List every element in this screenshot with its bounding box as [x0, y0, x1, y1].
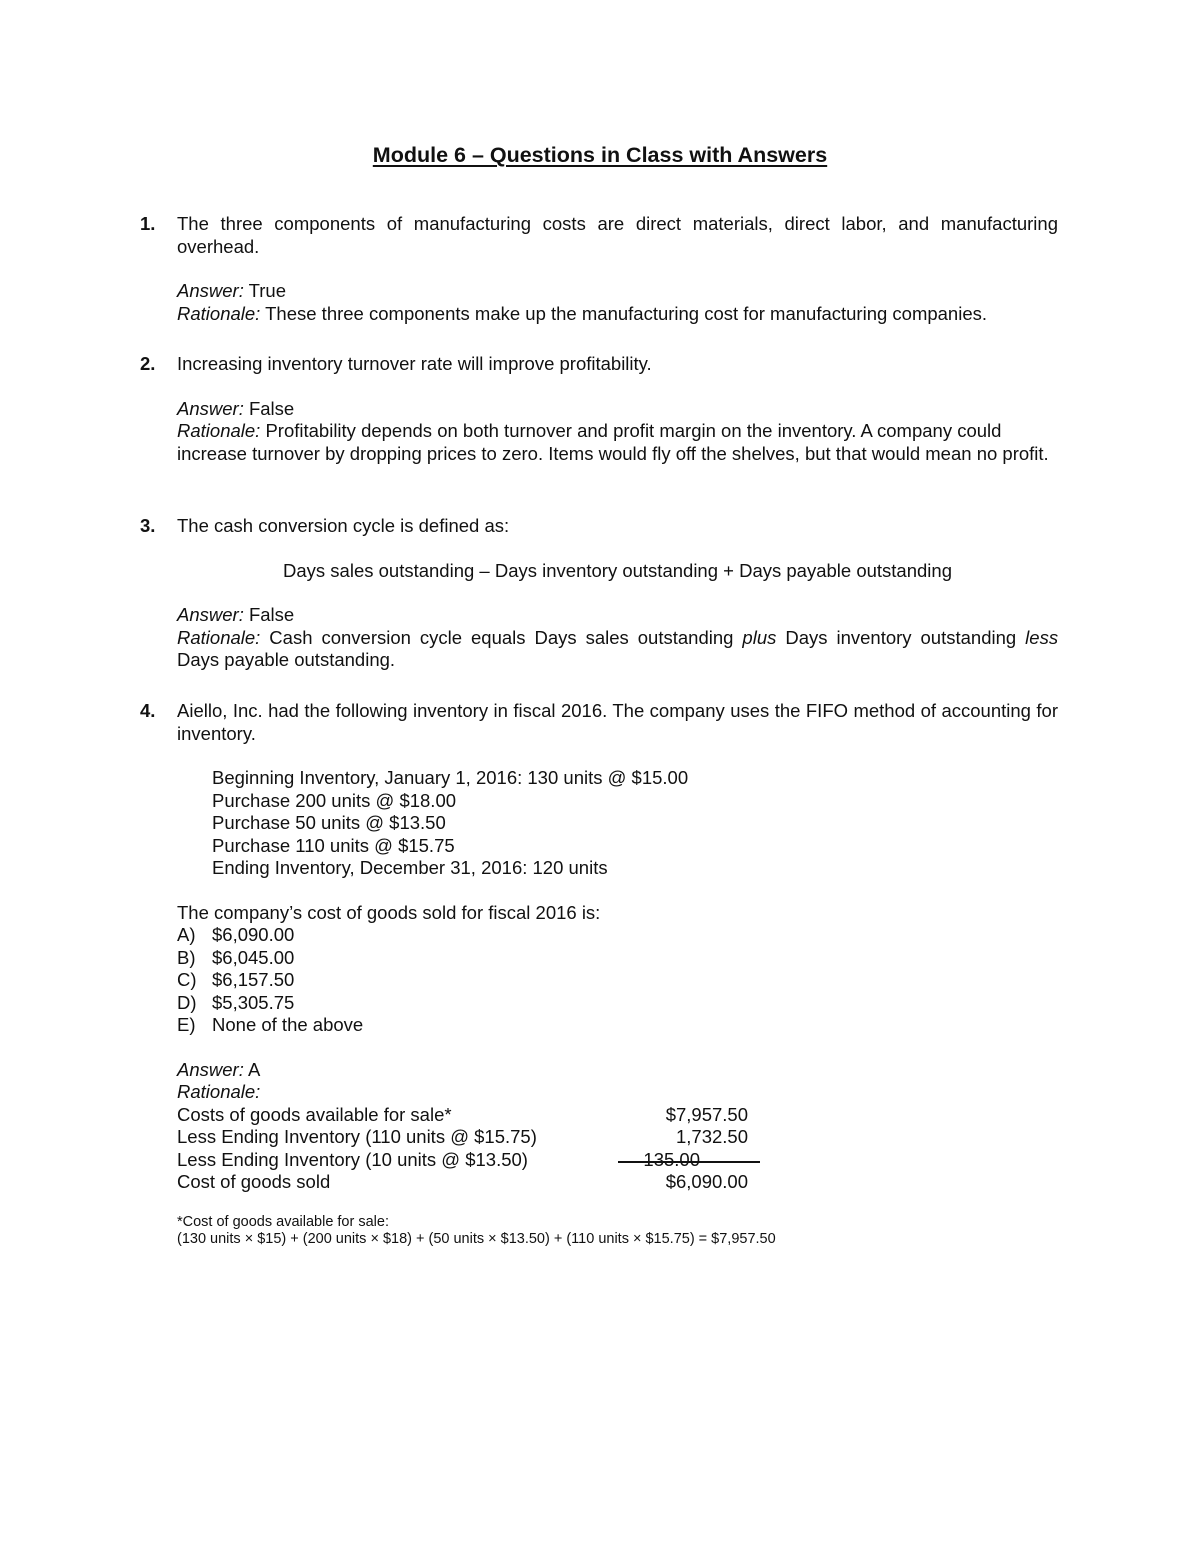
answer-label: Answer:: [177, 397, 244, 419]
rationale-line: [177, 627, 1058, 672]
rationale-text: Days payable outstanding.: [177, 649, 396, 670]
answer-label: Answer:: [177, 604, 244, 625]
calc-label: Less Ending Inventory (110 units @ $15.75): [177, 1126, 537, 1147]
inventory-line: Purchase 110 units @ $15.75: [212, 834, 455, 856]
inventory-line: Purchase 50 units @ $13.50: [212, 812, 446, 833]
question-text: Increasing inventory turnover rate will improve profitability.: [177, 353, 652, 374]
option-text: $6,045.00: [212, 946, 295, 968]
inventory-line: Ending Inventory, December 31, 2016: 120 units: [212, 857, 608, 878]
answer-label: Answer:: [177, 280, 244, 301]
question-number: 1.: [140, 213, 156, 234]
answer-value: A: [247, 1058, 261, 1080]
option-e: [177, 1014, 1058, 1037]
calc-label: Less Ending Inventory (10 units @ $13.50): [177, 1148, 528, 1170]
rationale-line: [177, 1081, 1058, 1104]
question-number: 4.: [140, 700, 156, 721]
question-2: [140, 353, 1058, 465]
question-text: The cash conversion cycle is defined as:: [177, 515, 510, 536]
rationale-label: Rationale:: [177, 420, 261, 441]
calc-label: Cost of goods sold: [177, 1171, 331, 1192]
option-a: [177, 924, 1058, 947]
rationale-emphasis: less: [1025, 626, 1059, 648]
answer-line: [177, 604, 1058, 627]
question-text: The three components of manufacturing costs are direct materials, direct labor, and manufacturing overhead.: [177, 213, 1058, 257]
option-text: None of the above: [212, 1014, 364, 1035]
calc-label: Costs of goods available for sale*: [177, 1103, 452, 1125]
calc-value: 1,732.50: [675, 1126, 748, 1147]
cogs-calculation: [177, 1104, 1058, 1194]
question-number: 2.: [140, 353, 156, 374]
option-text: $6,090.00: [212, 924, 295, 945]
rationale-emphasis: plus: [742, 626, 777, 648]
footnote-title: *Cost of goods available for sale:: [177, 1213, 389, 1230]
calc-row: [177, 1171, 1058, 1194]
option-text: $5,305.75: [212, 991, 295, 1013]
option-label: D): [177, 991, 197, 1013]
rationale-text: Profitability depends on both turnover and profit margin on the inventory. A company could increase turnover by dropping prices to zero. Items would fly off the shelves, but that would mean no profit.: [177, 420, 1049, 464]
rationale-label: Rationale:: [177, 626, 261, 648]
question-text: Aiello, Inc. had the following inventory in fiscal 2016. The company uses the FIFO method of accounting for inventory.: [177, 700, 1058, 744]
option-label: A): [177, 924, 196, 945]
subtotal-rule: [618, 1161, 760, 1163]
answer-value: True: [248, 280, 286, 301]
question-4: [140, 700, 1058, 1248]
answer-label: Answer:: [177, 1058, 244, 1080]
calc-row: [177, 1104, 1058, 1127]
calc-value: $6,090.00: [665, 1171, 748, 1192]
option-label: E): [177, 1014, 196, 1035]
footnote-formula: (130 units × $15) + (200 units × $18) + (50 units × $13.50) + (110 units × $15.75) = $7,957.50: [177, 1230, 776, 1247]
rationale-label: Rationale:: [177, 302, 261, 324]
option-c: [177, 969, 1058, 992]
answer-value: False: [248, 604, 295, 625]
option-b: [177, 947, 1058, 970]
option-label: B): [177, 946, 196, 968]
question-3: [140, 515, 1058, 672]
rationale-label: Rationale:: [177, 1081, 261, 1102]
option-text: $6,157.50: [212, 969, 295, 990]
calc-value: $7,957.50: [665, 1103, 748, 1125]
mc-question: The company’s cost of goods sold for fiscal 2016 is:: [177, 901, 601, 923]
answer-value: False: [248, 397, 295, 419]
rationale-line: [177, 420, 1058, 465]
answer-line: [177, 398, 1058, 421]
formula: Days sales outstanding – Days inventory outstanding + Days payable outstanding: [283, 559, 952, 581]
calc-value: 135.00: [643, 1148, 700, 1170]
inventory-line: Beginning Inventory, January 1, 2016: 130 units @ $15.00: [212, 767, 689, 788]
inventory-line: Purchase 200 units @ $18.00: [212, 789, 457, 811]
answer-line: [177, 1059, 1058, 1082]
question-1: [140, 213, 1058, 325]
question-number: 3.: [140, 515, 156, 536]
option-d: [177, 992, 1058, 1015]
rationale-text: Days inventory outstanding: [785, 626, 1017, 648]
answer-line: [177, 280, 1058, 303]
calc-row: [177, 1126, 1058, 1149]
rationale-text: These three components make up the manufacturing cost for manufacturing companies.: [265, 302, 988, 324]
page-title: Module 6 – Questions in Class with Answers: [372, 143, 828, 167]
option-label: C): [177, 969, 197, 990]
rationale-line: [177, 303, 1058, 326]
rationale-text: Cash conversion cycle equals Days sales outstanding: [269, 626, 734, 648]
inventory-list: [212, 767, 1058, 880]
